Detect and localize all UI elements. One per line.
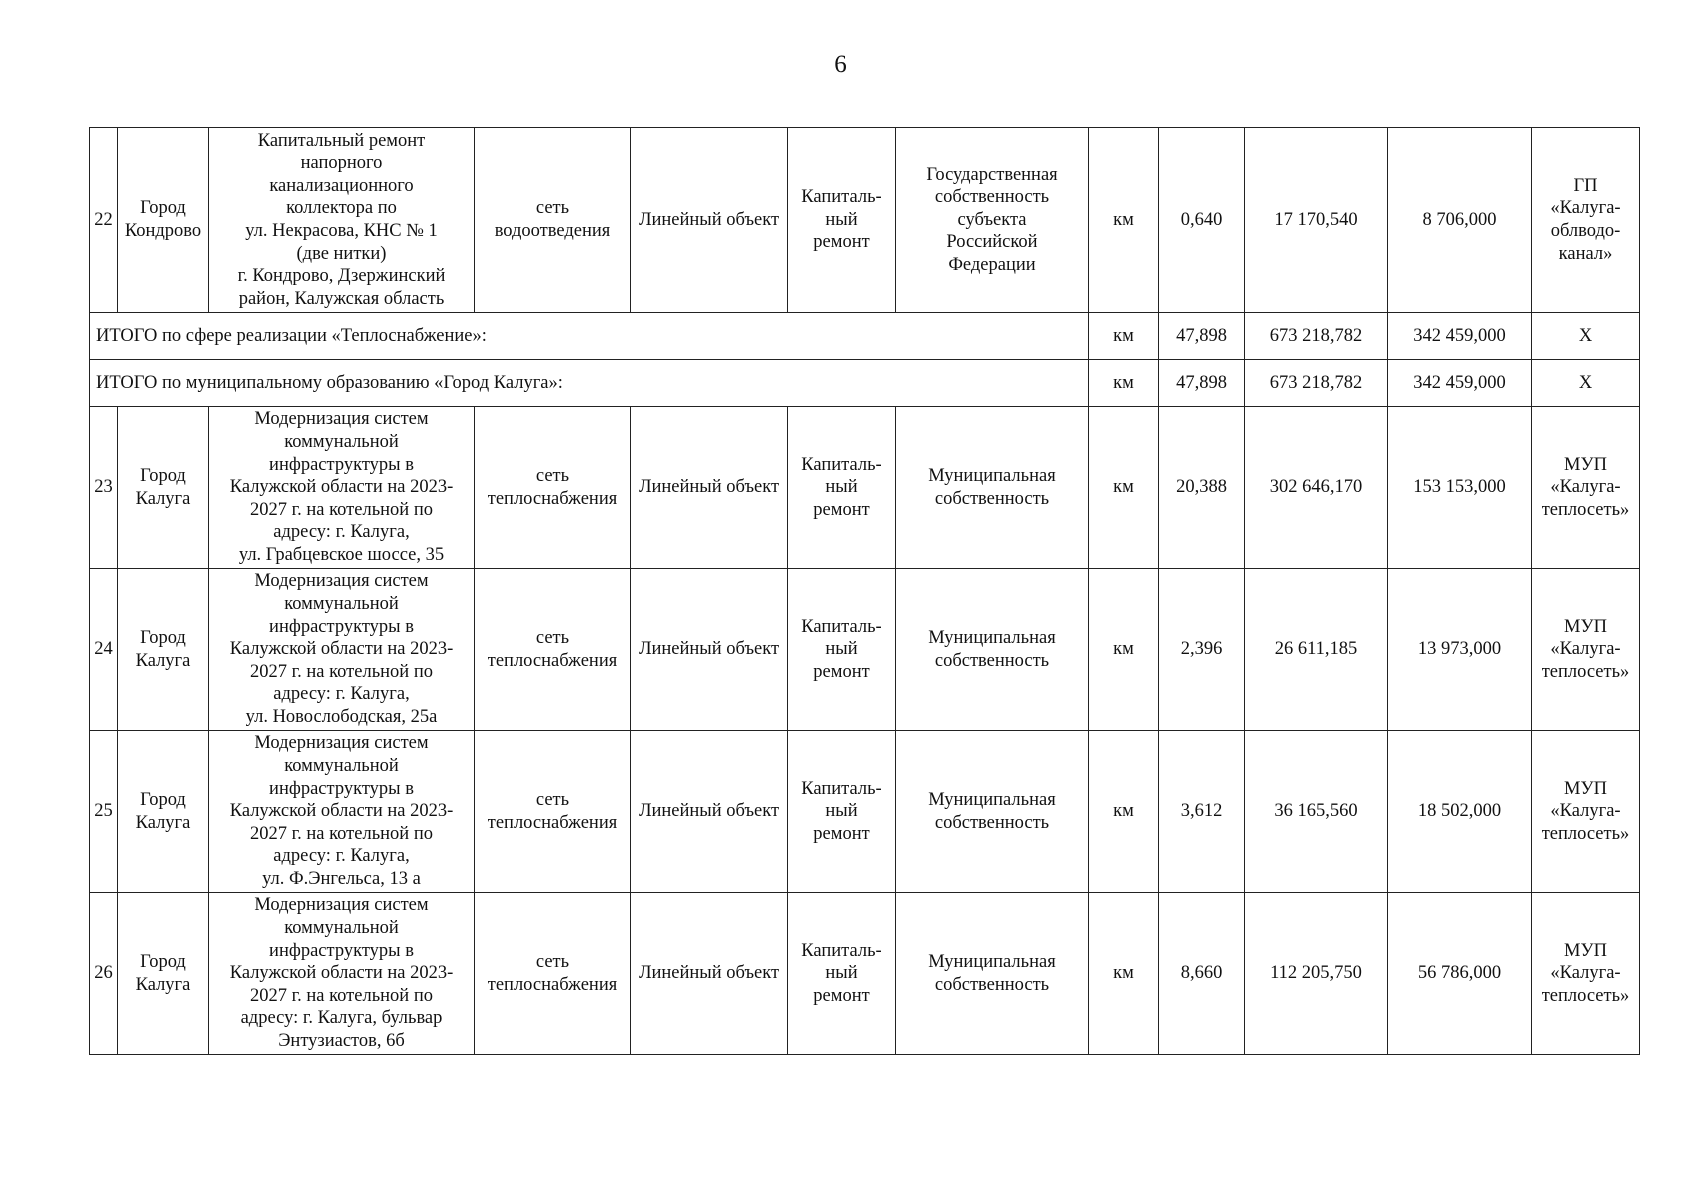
unit-cell: км [1089, 360, 1159, 407]
unit-cell: км [1089, 893, 1159, 1055]
municipality-cell: Город Калуга [118, 893, 209, 1055]
municipality-cell: Город Кондрово [118, 128, 209, 313]
municipality-cell: Город Калуга [118, 569, 209, 731]
unit-cell: км [1089, 731, 1159, 893]
length-cell: 0,640 [1159, 128, 1245, 313]
table-row [90, 893, 1640, 1055]
funding-cell: 18 502,000 [1388, 731, 1532, 893]
row-number: 23 [90, 407, 118, 569]
network-type-cell: сеть теплоснабжения [475, 731, 631, 893]
organization-cell: ГП «Калуга- облводо- канал» [1532, 128, 1640, 313]
organization-cell: МУП «Калуга- теплосеть» [1532, 893, 1640, 1055]
work-type-cell: Капиталь- ный ремонт [788, 128, 896, 313]
object-type-cell: Линейный объект [631, 731, 788, 893]
network-type-cell: сеть теплоснабжения [475, 569, 631, 731]
organization-cell: МУП «Калуга- теплосеть» [1532, 569, 1640, 731]
object-name-cell: Модернизация систем коммунальной инфраструктуры в Калужской области на 2023- 2027 г. на котельной по адресу: г. Калуга, ул. Новослободская, 25а [209, 569, 475, 731]
unit-cell: км [1089, 569, 1159, 731]
total-cost-cell: 112 205,750 [1245, 893, 1388, 1055]
table-row [90, 407, 1640, 569]
length-cell: 3,612 [1159, 731, 1245, 893]
row-number: 24 [90, 569, 118, 731]
total-cost-cell: 673 218,782 [1245, 360, 1388, 407]
ownership-cell: Муниципальная собственность [896, 731, 1089, 893]
network-type-cell: сеть теплоснабжения [475, 407, 631, 569]
total-cost-cell: 673 218,782 [1245, 313, 1388, 360]
organization-cell: МУП «Калуга- теплосеть» [1532, 407, 1640, 569]
total-cost-cell: 302 646,170 [1245, 407, 1388, 569]
length-cell: 20,388 [1159, 407, 1245, 569]
total-cost-cell: 36 165,560 [1245, 731, 1388, 893]
object-name-cell: Модернизация систем коммунальной инфраструктуры в Калужской области на 2023- 2027 г. на котельной по адресу: г. Калуга, бульвар Энтузиастов, 6б [209, 893, 475, 1055]
object-type-cell: Линейный объект [631, 893, 788, 1055]
ownership-cell: Государственная собственность субъекта Российской Федерации [896, 128, 1089, 313]
object-type-cell: Линейный объект [631, 407, 788, 569]
work-type-cell: Капиталь- ный ремонт [788, 569, 896, 731]
organization-cell: Х [1532, 313, 1640, 360]
length-cell: 47,898 [1159, 360, 1245, 407]
object-type-cell: Линейный объект [631, 569, 788, 731]
funding-cell: 8 706,000 [1388, 128, 1532, 313]
length-cell: 47,898 [1159, 313, 1245, 360]
work-type-cell: Капиталь- ный ремонт [788, 893, 896, 1055]
unit-cell: км [1089, 313, 1159, 360]
table-row [90, 731, 1640, 893]
length-cell: 2,396 [1159, 569, 1245, 731]
total-label: ИТОГО по сфере реализации «Теплоснабжение»: [90, 313, 1089, 360]
ownership-cell: Муниципальная собственность [896, 569, 1089, 731]
funding-cell: 56 786,000 [1388, 893, 1532, 1055]
object-name-cell: Модернизация систем коммунальной инфраструктуры в Калужской области на 2023- 2027 г. на котельной по адресу: г. Калуга, ул. Ф.Энгельса, 13 а [209, 731, 475, 893]
row-number: 22 [90, 128, 118, 313]
network-type-cell: сеть теплоснабжения [475, 893, 631, 1055]
total-label: ИТОГО по муниципальному образованию «Город Калуга»: [90, 360, 1089, 407]
ownership-cell: Муниципальная собственность [896, 893, 1089, 1055]
municipality-cell: Город Калуга [118, 407, 209, 569]
total-cost-cell: 17 170,540 [1245, 128, 1388, 313]
network-type-cell: сеть водоотведения [475, 128, 631, 313]
total-row [90, 360, 1640, 407]
total-cost-cell: 26 611,185 [1245, 569, 1388, 731]
organization-cell: Х [1532, 360, 1640, 407]
funding-cell: 342 459,000 [1388, 313, 1532, 360]
table-row [90, 128, 1640, 313]
row-number: 26 [90, 893, 118, 1055]
row-number: 25 [90, 731, 118, 893]
object-name-cell: Капитальный ремонт напорного канализационного коллектора по ул. Некрасова, КНС № 1 (две нитки) г. Кондрово, Дзержинский район, Калужская область [209, 128, 475, 313]
unit-cell: км [1089, 407, 1159, 569]
work-type-cell: Капиталь- ный ремонт [788, 407, 896, 569]
object-type-cell: Линейный объект [631, 128, 788, 313]
total-row [90, 313, 1640, 360]
funding-cell: 153 153,000 [1388, 407, 1532, 569]
length-cell: 8,660 [1159, 893, 1245, 1055]
work-type-cell: Капиталь- ный ремонт [788, 731, 896, 893]
unit-cell: км [1089, 128, 1159, 313]
ownership-cell: Муниципальная собственность [896, 407, 1089, 569]
funding-cell: 13 973,000 [1388, 569, 1532, 731]
organization-cell: МУП «Калуга- теплосеть» [1532, 731, 1640, 893]
page-number: 6 [834, 51, 847, 78]
object-name-cell: Модернизация систем коммунальной инфраструктуры в Калужской области на 2023- 2027 г. на котельной по адресу: г. Калуга, ул. Грабцевское шоссе, 35 [209, 407, 475, 569]
table-row [90, 569, 1640, 731]
municipality-cell: Город Калуга [118, 731, 209, 893]
objects-table [89, 127, 1640, 1055]
funding-cell: 342 459,000 [1388, 360, 1532, 407]
